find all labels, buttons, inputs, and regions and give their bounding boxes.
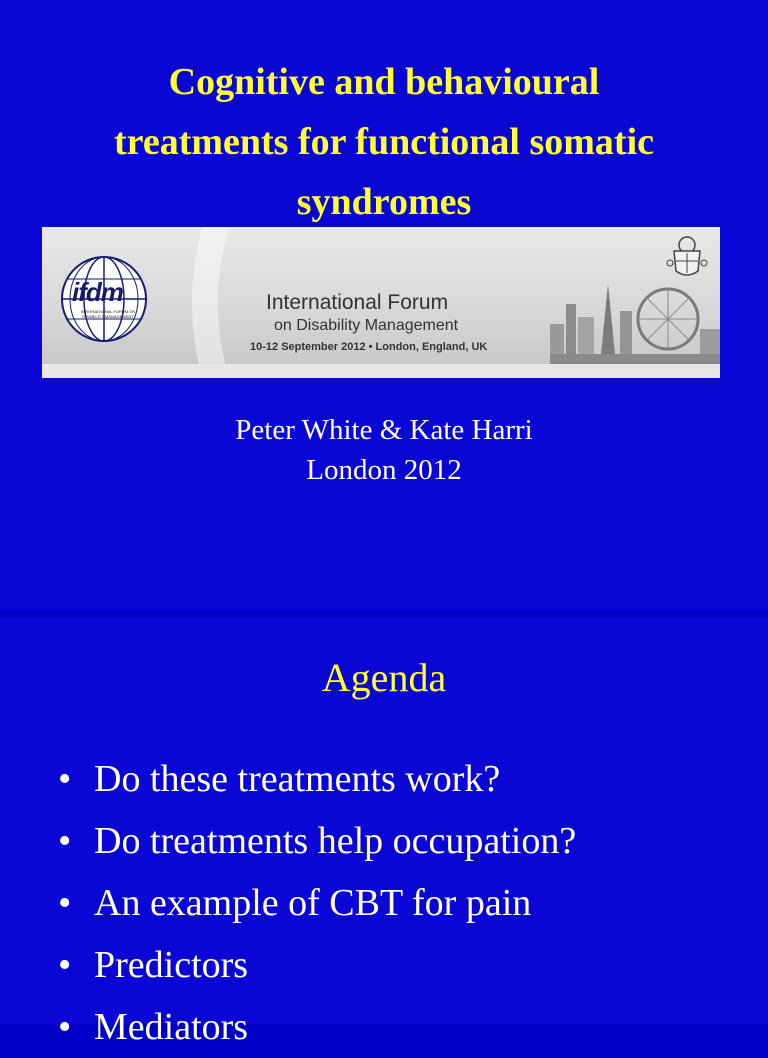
- banner-dates-location: 10-12 September 2012 • London, England, UK: [250, 341, 488, 353]
- bullet-icon: •: [58, 758, 72, 800]
- author-block: [0, 410, 768, 490]
- london-skyline-image: [550, 269, 720, 364]
- agenda-list: [58, 748, 758, 1058]
- list-item: [58, 872, 758, 934]
- list-item-text: Predictors: [94, 944, 249, 986]
- coat-of-arms-icon: [666, 235, 708, 279]
- banner-forum-name: International Forum: [266, 291, 449, 314]
- list-item-text: Do treatments help occupation?: [94, 820, 577, 862]
- title-line-3: syndromes: [296, 181, 472, 223]
- conference-banner: [42, 227, 720, 378]
- bullet-icon: •: [58, 944, 72, 986]
- bullet-icon: •: [58, 820, 72, 862]
- banner-forum-subtitle: on Disability Management: [274, 317, 459, 334]
- list-item: [58, 748, 758, 810]
- ifdm-logo-text: ifdm: [72, 277, 123, 307]
- authors-text: Peter White & Kate Harri: [235, 414, 533, 446]
- agenda-heading: Agenda: [321, 655, 447, 700]
- list-item-text: An example of CBT for pain: [94, 882, 532, 924]
- banner-bottom-strip: [42, 364, 720, 378]
- ifdm-logo-subtext: INTERNATIONAL FORUM ON DISABILITY MANAGEMENT: [80, 309, 136, 319]
- list-item-text: Do these treatments work?: [94, 758, 501, 800]
- bullet-icon: •: [58, 882, 72, 924]
- slide-title: [30, 52, 738, 232]
- title-line-1: Cognitive and behavioural: [168, 61, 600, 103]
- list-item: [58, 996, 758, 1058]
- place-year-text: London 2012: [306, 454, 462, 486]
- list-item-text: Mediators: [94, 1006, 249, 1048]
- list-item: [58, 810, 758, 872]
- title-line-2: treatments for functional somatic: [114, 121, 654, 163]
- bullet-icon: •: [58, 1006, 72, 1048]
- list-item: [58, 934, 758, 996]
